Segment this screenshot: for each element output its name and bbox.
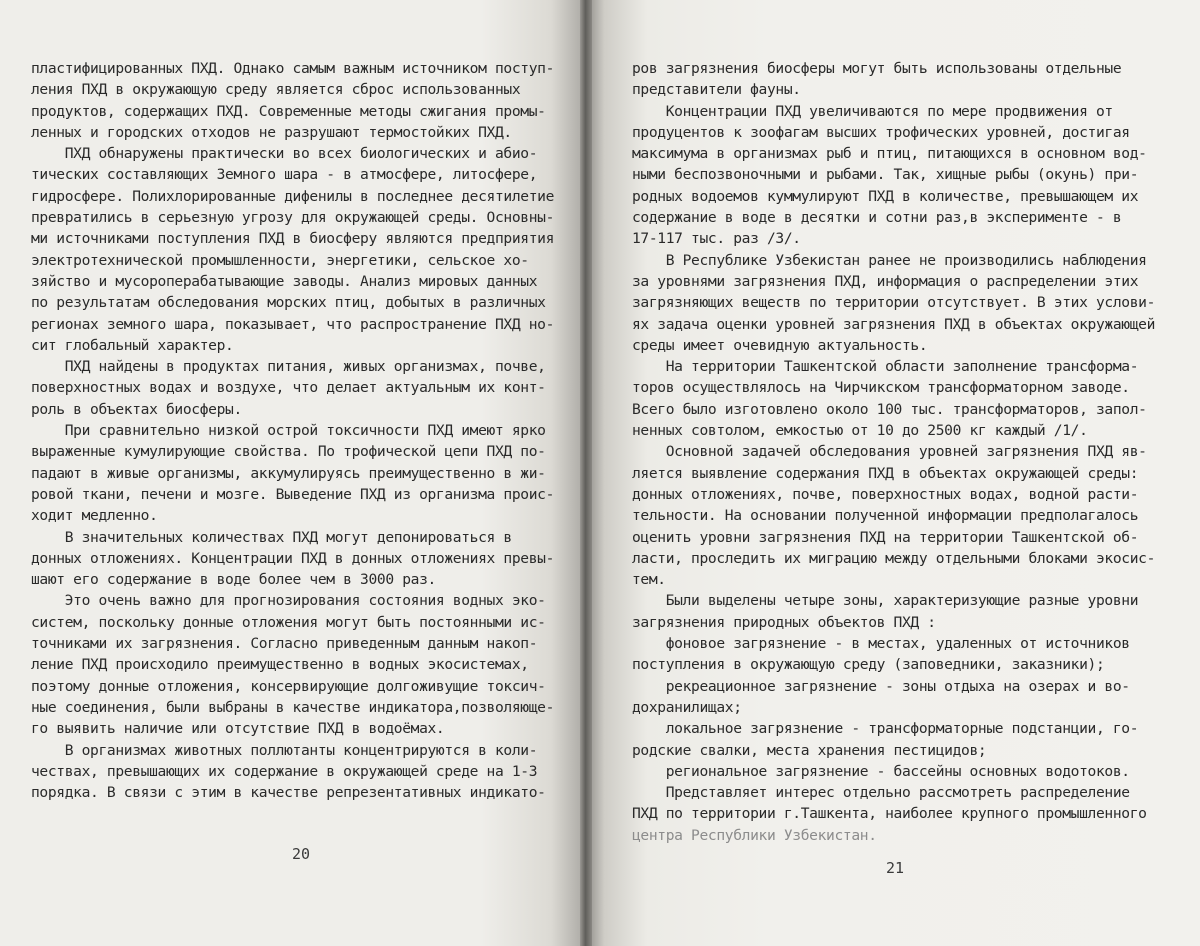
text-line: локальное загрязнение - трансформаторные подстанции, го- — [632, 720, 1139, 738]
text-line: Представляет интерес отдельно рассмотреть распределение — [632, 784, 1130, 802]
text-line: При сравнительно низкой острой токсичности ПХД имеют ярко — [31, 422, 546, 440]
text-line: донных отложениях, почве, поверхностных водах, водной расти- — [632, 485, 1139, 503]
left-page-text — [31, 58, 554, 803]
text-line: шают его содержание в воде более чем в 3000 раз. — [31, 571, 436, 589]
text-line: за уровнями загрязнения ПХД, информация о распределении этих — [632, 272, 1139, 290]
text-line: регионах земного шара, показывает, что распространение ПХД но- — [31, 315, 555, 333]
text-line: среды имеет очевидную актуальность. — [632, 336, 928, 354]
right-page-text — [632, 58, 1155, 846]
text-line: по результатам обследования морских птиц, добытых в различных — [31, 294, 546, 312]
text-line: региональное загрязнение - бассейны основных водотоков. — [632, 762, 1130, 780]
text-line: содержание в воде в десятки и сотни раз,в эксперименте - в — [632, 209, 1122, 227]
text-line: представители фауны. — [632, 81, 801, 99]
text-line: ПХД по территории г.Ташкента, наиболее крупного промышленного — [632, 805, 1147, 823]
text-line: ПХД обнаружены практически во всех биологических и абио- — [31, 145, 538, 163]
text-line: ПХД найдены в продуктах питания, живых организмах, почве, — [31, 358, 546, 376]
text-line: ровой ткани, печени и мозге. Выведение ПХД из организма проис- — [31, 485, 555, 503]
text-line: ленных и городских отходов не разрушают термостойких ПХД. — [31, 123, 512, 141]
text-line: ненных совтолом, емкостью от 10 до 2500 кг каждый /1/. — [632, 422, 1088, 440]
text-line: продуцентов к зоофагам высших трофических уровней, достигая — [632, 123, 1130, 141]
text-line: тем. — [632, 571, 666, 589]
text-line: тельности. На основании полученной информации предполагалось — [632, 507, 1139, 525]
text-line: ласти, проследить их миграцию между отдельными блоками экосис- — [632, 549, 1156, 567]
text-line: В значительных количествах ПХД могут депонироваться в — [31, 528, 512, 546]
text-line: точниками их загрязнения. Согласно приведенным данным накоп- — [31, 635, 538, 653]
text-line: Основной задачей обследования уровней загрязнения ПХД яв- — [632, 443, 1147, 461]
text-line: Концентрации ПХД увеличиваются по мере продвижения от — [632, 102, 1113, 120]
text-line: ления ПХД в окружающую среду является сброс использованных — [31, 81, 521, 99]
text-line: ми источниками поступления ПХД в биосферу являются предприятия — [31, 230, 555, 248]
text-line: ными беспозвоночными и рыбами. Так, хищные рыбы (окунь) при- — [632, 166, 1139, 184]
left-page — [0, 0, 586, 946]
text-line: рекреационное загрязнение - зоны отдыха на озерах и во- — [632, 677, 1130, 695]
text-line: пластифицированных ПХД. Однако самым важным источником поступ- — [31, 60, 555, 77]
text-line: В организмах животных поллютанты концентрируются в коли- — [31, 741, 538, 759]
text-line: Были выделены четыре зоны, характеризующие разные уровни — [632, 592, 1139, 610]
text-line: родские свалки, места хранения пестицидов; — [632, 741, 987, 759]
text-line: максимума в организмах рыб и птиц, питающихся в основном вод- — [632, 145, 1147, 163]
text-line: поверхностных водах и воздухе, что делает актуальным их конт- — [31, 379, 546, 397]
text-line: продуктов, содержащих ПХД. Современные методы сжигания промы- — [31, 102, 546, 120]
text-line: поступления в окружающую среду (заповедники, заказники); — [632, 656, 1105, 674]
text-line: чествах, превышающих их содержание в окружающей среде на 1-3 — [31, 762, 538, 780]
text-line: систем, поскольку донные отложения могут быть постоянными ис- — [31, 613, 546, 631]
text-line: роль в объектах биосферы. — [31, 400, 242, 418]
text-line: оценить уровни загрязнения ПХД на территории Ташкентской об- — [632, 528, 1139, 546]
text-line: Это очень важно для прогнозирования состояния водных эко- — [31, 592, 546, 610]
text-line: фоновое загрязнение - в местах, удаленных от источников — [632, 635, 1130, 653]
text-line: ях задача оценки уровней загрязнения ПХД в объектах окружающей — [632, 315, 1156, 333]
text-line: дохранилищах; — [632, 698, 742, 716]
text-line: падают в живые организмы, аккумулируясь преимущественно в жи- — [31, 464, 546, 482]
text-line: поэтому донные отложения, консервирующие долгоживущие токсич- — [31, 677, 546, 695]
text-line: ляется выявление содержания ПХД в объектах окружающей среды: — [632, 464, 1139, 482]
text-line: загрязняющих веществ по территории отсутствует. В этих услови- — [632, 294, 1156, 312]
text-line: ные соединения, были выбраны в качестве индикатора,позволяюще- — [31, 698, 555, 716]
text-line: зяйство и мусороперабатывающие заводы. Анализ мировых данных — [31, 272, 538, 290]
text-line: превратились в серьезную угрозу для окружающей среды. Основны- — [31, 209, 555, 227]
text-line: центра Республики Узбекистан. — [632, 826, 877, 844]
text-line: тических составляющих Земного шара - в атмосфере, литосфере, — [31, 166, 538, 184]
text-line: ление ПХД происходило преимущественно в водных экосистемах, — [31, 656, 529, 674]
text-line: Всего было изготовлено около 100 тыс. трансформаторов, запол- — [632, 400, 1147, 418]
text-line: сит глобальный характер. — [31, 336, 234, 354]
text-line: го выявить наличие или отсутствие ПХД в водоёмах. — [31, 720, 445, 738]
text-line: ров загрязнения биосферы могут быть использованы отдельные — [632, 60, 1122, 77]
text-line: порядка. В связи с этим в качестве репрезентативных индикато- — [31, 784, 546, 802]
text-line: электротехнической промышленности, энергетики, сельское хо- — [31, 251, 529, 269]
text-line: донных отложениях. Концентрации ПХД в донных отложениях превы- — [31, 549, 555, 567]
text-line: ходит медленно. — [31, 507, 158, 525]
book-gutter — [580, 0, 592, 946]
text-line: гидросфере. Полихлорированные дифенилы в последнее десятилетие — [31, 187, 555, 205]
text-line: выраженные кумулирующие свойства. По трофической цепи ПХД по- — [31, 443, 546, 461]
left-page-number: 20 — [292, 845, 311, 863]
text-line: 17-117 тыс. раз /3/. — [632, 230, 801, 248]
text-line: На территории Ташкентской области заполнение трансформа- — [632, 358, 1139, 376]
text-line: загрязнения природных объектов ПХД : — [632, 613, 936, 631]
right-page-number: 21 — [886, 859, 905, 877]
text-line: В Республике Узбекистан ранее не производились наблюдения — [632, 251, 1147, 269]
text-line: торов осуществлялось на Чирчикском трансформаторном заводе. — [632, 379, 1130, 397]
right-page — [586, 0, 1200, 946]
text-line: родных водоемов куммулируют ПХД в количестве, превышающем их — [632, 187, 1139, 205]
